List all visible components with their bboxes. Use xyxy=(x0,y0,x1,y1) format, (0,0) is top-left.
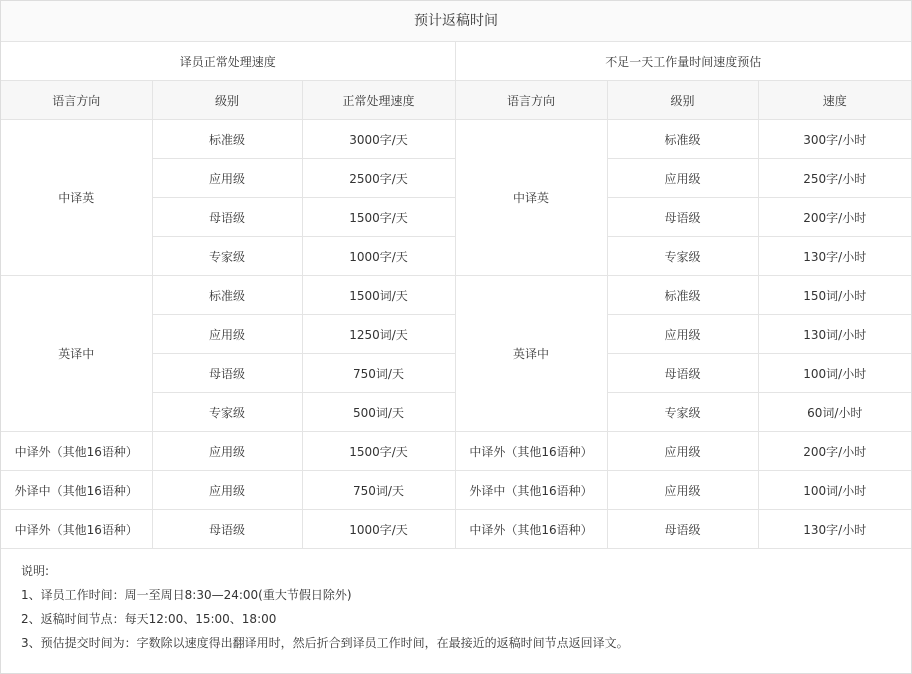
right-section-header: 不足一天工作量时间速度预估 xyxy=(455,42,911,81)
hourly-speed-cell: 200字/小时 xyxy=(758,432,911,471)
normal-speed-cell: 750词/天 xyxy=(302,471,455,510)
hourly-speed-cell: 130字/小时 xyxy=(758,510,911,549)
hourly-speed-cell: 100词/小时 xyxy=(758,354,911,393)
col-header-lang-right: 语言方向 xyxy=(455,81,607,120)
col-header-level-left: 级别 xyxy=(152,81,302,120)
normal-speed-cell: 2500字/天 xyxy=(302,159,455,198)
level-cell: 母语级 xyxy=(152,198,302,237)
hourly-speed-cell: 200字/小时 xyxy=(758,198,911,237)
lang-cell: 中译外（其他16语种） xyxy=(1,510,152,549)
level-cell: 应用级 xyxy=(607,471,758,510)
normal-speed-cell: 1500字/天 xyxy=(302,432,455,471)
normal-speed-cell: 1000字/天 xyxy=(302,510,455,549)
normal-speed-cell: 1250词/天 xyxy=(302,315,455,354)
left-section-header: 译员正常处理速度 xyxy=(1,42,455,81)
note-item: 2、返稿时间节点：每天12:00、15:00、18:00 xyxy=(21,612,277,626)
normal-speed-cell: 1500字/天 xyxy=(302,198,455,237)
table-row xyxy=(1,276,911,315)
lang-cell: 英译中 xyxy=(1,276,152,432)
hourly-speed-cell: 100词/小时 xyxy=(758,471,911,510)
level-cell: 应用级 xyxy=(607,159,758,198)
note-item: 1、译员工作时间：周一至周日8:30—24:00(重大节假日除外) xyxy=(21,588,352,602)
col-header-speed: 速度 xyxy=(758,81,911,120)
level-cell: 母语级 xyxy=(607,510,758,549)
level-cell: 母语级 xyxy=(607,198,758,237)
level-cell: 母语级 xyxy=(152,510,302,549)
level-cell: 标准级 xyxy=(152,120,302,159)
notes-section xyxy=(1,549,911,655)
lang-cell: 外译中（其他16语种） xyxy=(1,471,152,510)
lang-cell: 中译英 xyxy=(1,120,152,276)
normal-speed-cell: 500词/天 xyxy=(302,393,455,432)
table-row xyxy=(1,120,911,159)
col-header-level-right: 级别 xyxy=(607,81,758,120)
normal-speed-cell: 1000字/天 xyxy=(302,237,455,276)
level-cell: 应用级 xyxy=(607,315,758,354)
lang-cell: 英译中 xyxy=(455,276,607,432)
level-cell: 专家级 xyxy=(152,237,302,276)
level-cell: 标准级 xyxy=(152,276,302,315)
lang-cell: 中译外（其他16语种） xyxy=(455,432,607,471)
hourly-speed-cell: 300字/小时 xyxy=(758,120,911,159)
speed-table xyxy=(1,42,911,549)
hourly-speed-cell: 130字/小时 xyxy=(758,237,911,276)
level-cell: 应用级 xyxy=(152,471,302,510)
level-cell: 应用级 xyxy=(152,315,302,354)
col-header-normal-speed: 正常处理速度 xyxy=(302,81,455,120)
normal-speed-cell: 1500词/天 xyxy=(302,276,455,315)
lang-cell: 外译中（其他16语种） xyxy=(455,471,607,510)
normal-speed-cell: 3000字/天 xyxy=(302,120,455,159)
hourly-speed-cell: 250字/小时 xyxy=(758,159,911,198)
note-item: 3、预估提交时间为：字数除以速度得出翻译用时，然后折合到译员工作时间，在最接近的返稿时间节点返回译文。 xyxy=(21,636,629,650)
level-cell: 标准级 xyxy=(607,276,758,315)
level-cell: 应用级 xyxy=(607,432,758,471)
lang-cell: 中译英 xyxy=(455,120,607,276)
hourly-speed-cell: 150词/小时 xyxy=(758,276,911,315)
lang-cell: 中译外（其他16语种） xyxy=(1,432,152,471)
level-cell: 专家级 xyxy=(607,393,758,432)
table-row xyxy=(1,471,911,510)
level-cell: 标准级 xyxy=(607,120,758,159)
level-cell: 母语级 xyxy=(152,354,302,393)
col-header-lang-left: 语言方向 xyxy=(1,81,152,120)
level-cell: 母语级 xyxy=(607,354,758,393)
notes-heading: 说明: xyxy=(21,564,50,578)
level-cell: 应用级 xyxy=(152,159,302,198)
level-cell: 专家级 xyxy=(607,237,758,276)
table-row xyxy=(1,510,911,549)
table-row xyxy=(1,432,911,471)
panel-title: 预计返稿时间 xyxy=(1,1,911,42)
lang-cell: 中译外（其他16语种） xyxy=(455,510,607,549)
hourly-speed-cell: 60词/小时 xyxy=(758,393,911,432)
normal-speed-cell: 750词/天 xyxy=(302,354,455,393)
level-cell: 专家级 xyxy=(152,393,302,432)
level-cell: 应用级 xyxy=(152,432,302,471)
hourly-speed-cell: 130词/小时 xyxy=(758,315,911,354)
